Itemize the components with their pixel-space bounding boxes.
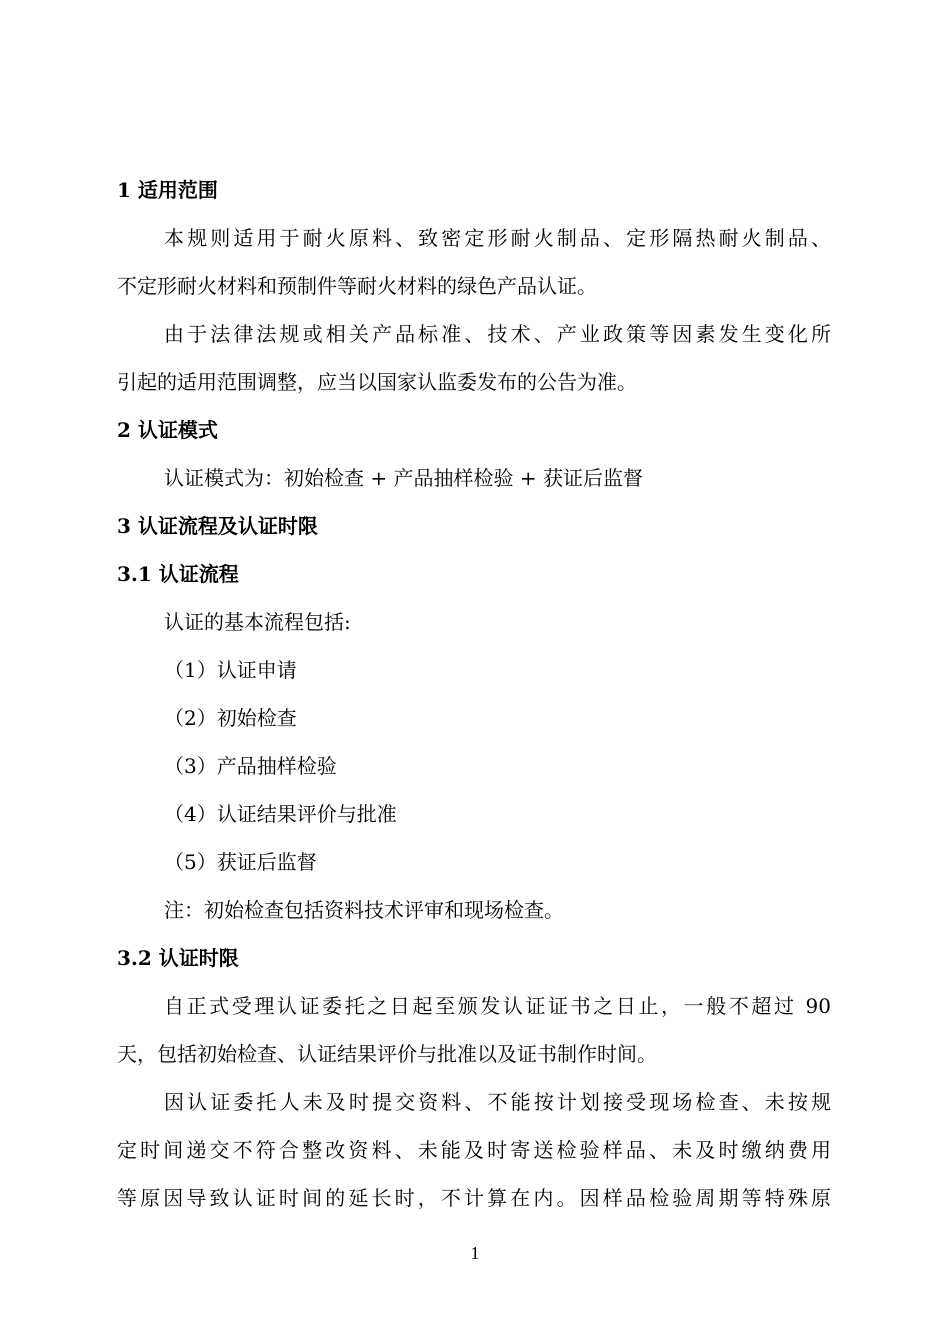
page-number: 1: [470, 1243, 480, 1263]
process-item-3: （3）产品抽样检验: [164, 754, 337, 778]
time-limit-paragraph-2-line-2: 定时间递交不符合整改资料、未能及时寄送检验样品、未及时缴纳费用: [117, 1138, 831, 1162]
time-limit-paragraph-1-line-2: 天，包括初始检查、认证结果评价与批准以及证书制作时间。: [117, 1042, 657, 1066]
time-limit-paragraph-2-line-1: 因认证委托人未及时提交资料、不能按计划接受现场检查、未按规: [164, 1090, 831, 1114]
process-item-4: （4）认证结果评价与批准: [164, 802, 397, 826]
process-item-5: （5）获证后监督: [164, 850, 317, 874]
process-item-1: （1）认证申请: [164, 658, 297, 682]
section-1-paragraph-1-line-2: 不定形耐火材料和预制件等耐火材料的绿色产品认证。: [117, 274, 597, 298]
section-1-heading: 1 适用范围: [117, 178, 218, 202]
section-3-1-heading: 3.1 认证流程: [117, 562, 239, 586]
process-note: 注：初始检查包括资料技术评审和现场检查。: [164, 898, 564, 922]
process-intro: 认证的基本流程包括:: [164, 610, 351, 634]
process-item-2: （2）初始检查: [164, 706, 297, 730]
section-2-paragraph: 认证模式为：初始检查 + 产品抽样检验 + 获证后监督: [164, 466, 643, 490]
time-limit-paragraph-1-line-1: 自正式受理认证委托之日起至颁发认证证书之日止，一般不超过 90: [164, 994, 831, 1018]
section-2-heading: 2 认证模式: [117, 418, 218, 442]
section-1-paragraph-2-line-1: 由于法律法规或相关产品标准、技术、产业政策等因素发生变化所: [164, 322, 831, 346]
section-3-2-heading: 3.2 认证时限: [117, 946, 239, 970]
section-1-paragraph-1-line-1: 本规则适用于耐火原料、致密定形耐火制品、定形隔热耐火制品、: [164, 226, 831, 250]
time-limit-paragraph-2-line-3: 等原因导致认证时间的延长时，不计算在内。因样品检验周期等特殊原: [117, 1186, 831, 1210]
section-1-paragraph-2-line-2: 引起的适用范围调整，应当以国家认监委发布的公告为准。: [117, 370, 637, 394]
section-3-heading: 3 认证流程及认证时限: [117, 514, 318, 538]
